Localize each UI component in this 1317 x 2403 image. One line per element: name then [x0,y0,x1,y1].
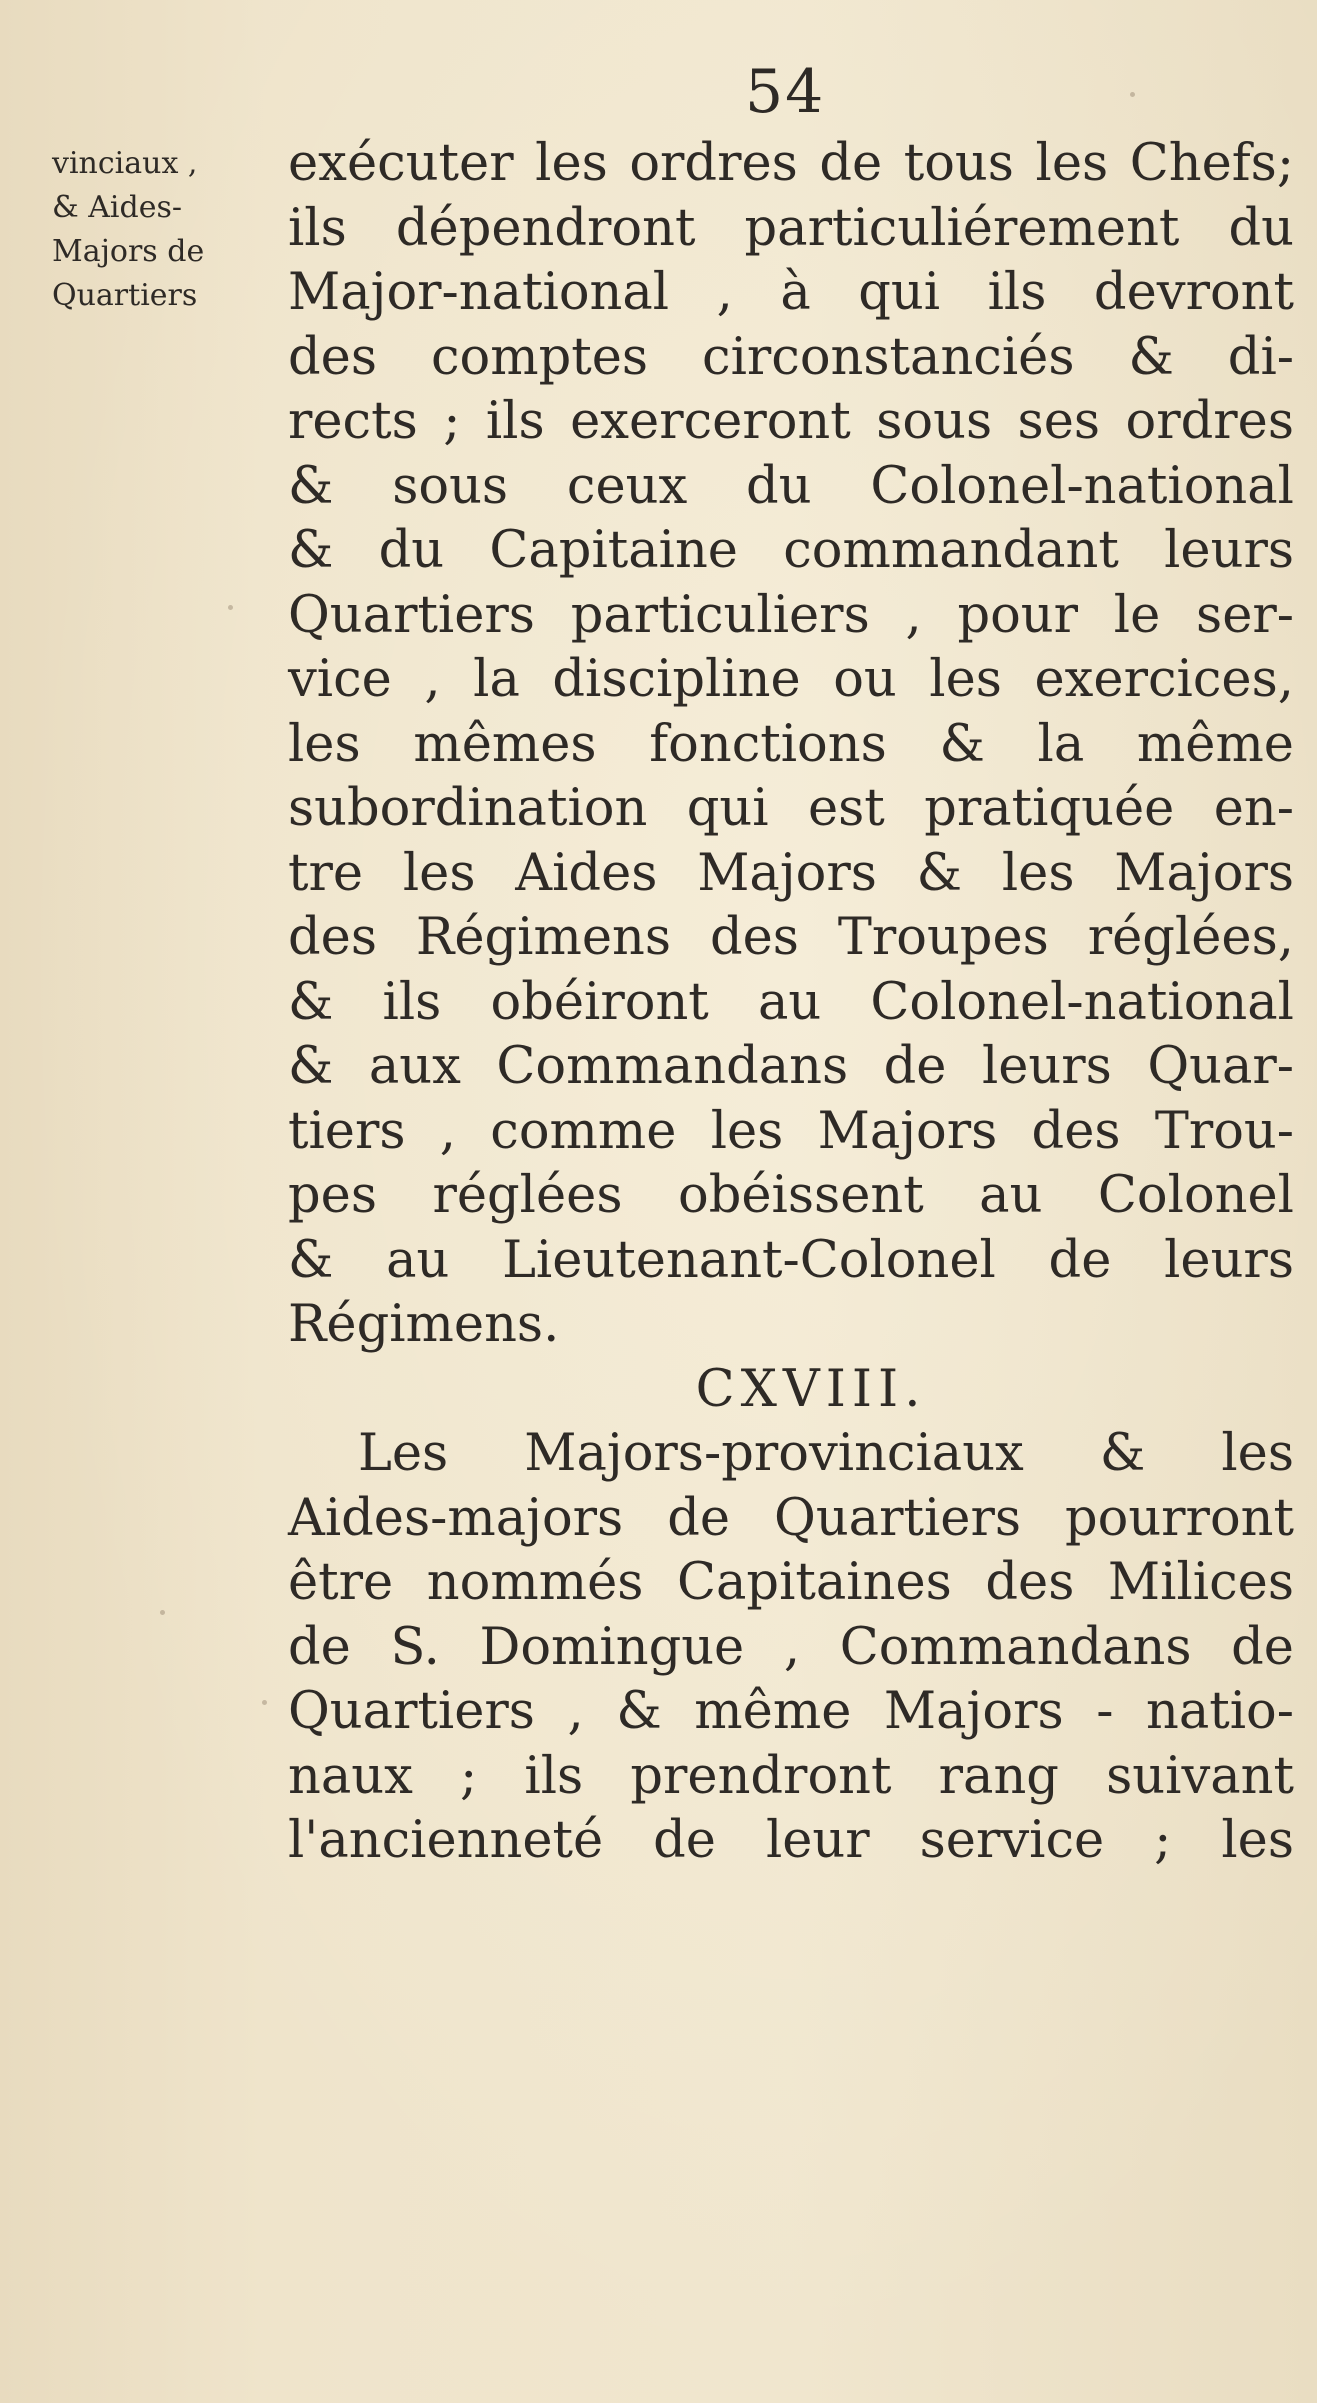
text-line: Quartiers particuliers , pour le ser- [288,585,1294,645]
text-line: & au Lieutenant-Colonel de leurs [288,1230,1294,1290]
margin-note-line: vinciaux , [52,146,198,181]
text-line: être nommés Capitaines des Milices [288,1553,1294,1612]
text-line: des comptes circonstanciés & di- [288,327,1294,387]
paper-speck [1130,92,1135,97]
text-line: Régimens. [288,1295,560,1354]
section-heading: CXVIII. [695,1359,927,1419]
margin-note-line: Majors de [52,234,205,269]
margin-note-line: Quartiers [52,278,198,313]
text-line: ils dépendront particuliérement du [288,198,1294,258]
paper-speck [228,605,233,610]
text-line: & du Capitaine commandant leurs [288,521,1294,580]
text-line: tiers , comme les Majors des Trou- [288,1101,1294,1161]
text-line: Quartiers , & même Majors - natio- [288,1682,1294,1741]
text-line: l'ancienneté de leur service ; les [288,1811,1294,1870]
margin-note-line: & Aides- [52,190,182,225]
margin-note [52,142,282,318]
text-line: pes réglées obéissent au Colonel [288,1166,1294,1225]
text-line: les mêmes fonctions & la même [288,714,1294,774]
text-line: Les Majors-provinciaux & les [358,1424,1294,1483]
text-line: Major-national , à qui ils devront [288,263,1294,322]
text-line: Aides-majors de Quartiers pourront [288,1488,1294,1548]
paper-speck [262,1700,267,1705]
text-line: de S. Domingue , Commandans de [288,1617,1294,1677]
text-line: rects ; ils exerceront sous ses ordres [288,392,1294,451]
text-line: & aux Commandans de leurs Quar- [288,1037,1294,1096]
body-text [288,132,1294,1874]
text-line: naux ; ils prendront rang suivant [288,1746,1294,1806]
paper-speck [160,1610,165,1615]
page-number: 54 [745,57,826,127]
text-line: tre les Aides Majors & les Majors [288,843,1294,903]
text-line: des Régimens des Troupes réglées, [288,908,1294,967]
text-line: subordination qui est pratiquée en- [288,779,1294,838]
text-line: exécuter les ordres de tous les Chefs; [288,134,1294,193]
text-line: & sous ceux du Colonel-national [288,456,1294,516]
text-line: vice , la discipline ou les exercices, [288,650,1294,709]
text-line: & ils obéiront au Colonel-national [288,972,1294,1032]
